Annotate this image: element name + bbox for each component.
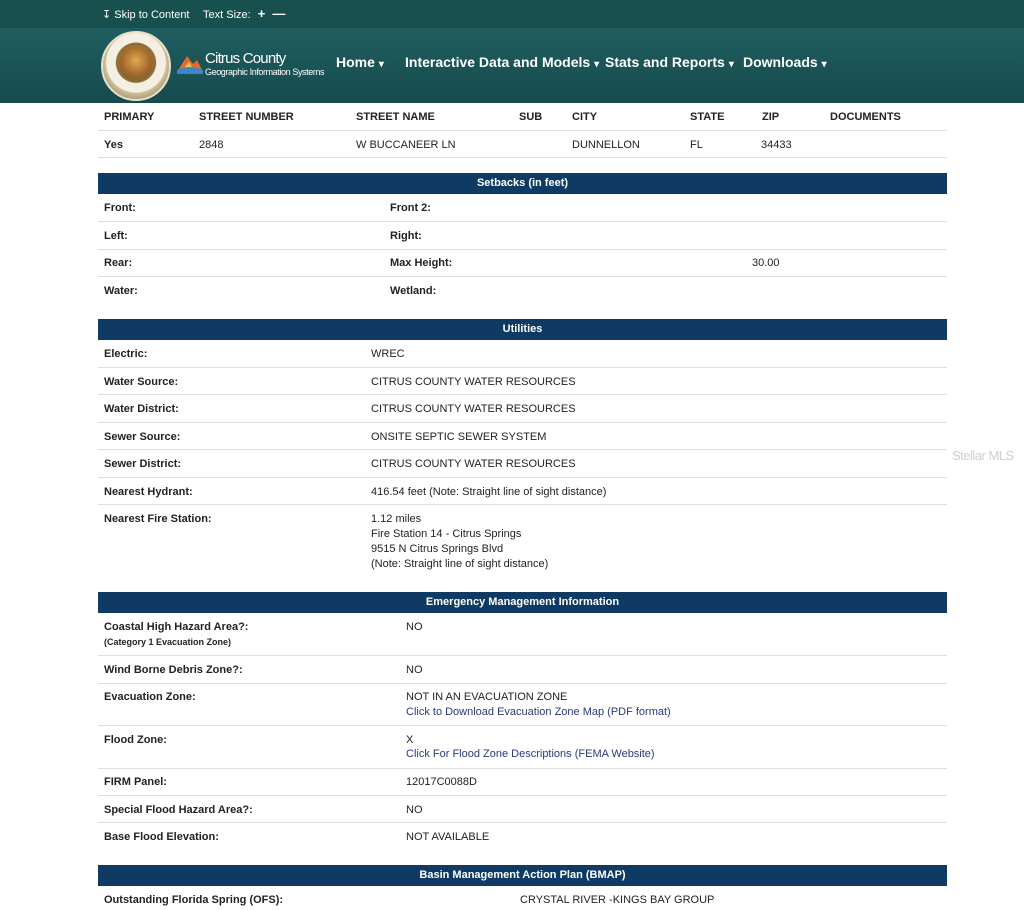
- text-size-increase-button[interactable]: +: [257, 6, 266, 21]
- divider: [98, 683, 947, 684]
- flood-zone-value: X: [406, 734, 414, 746]
- setback-front2-label: Front 2:: [390, 202, 431, 214]
- utility-water-district-label: Water District:: [104, 403, 179, 415]
- emergency-header: Emergency Management Information: [98, 592, 947, 613]
- wind-debris-value: NO: [406, 664, 423, 676]
- setbacks-header: Setbacks (in feet): [98, 173, 947, 194]
- utility-hydrant-value: 416.54 feet (Note: Straight line of sight distance): [371, 486, 607, 498]
- coastal-hazard-sublabel: (Category 1 Evacuation Zone): [104, 637, 232, 647]
- fire-station-name: Fire Station 14 - Citrus Springs: [371, 528, 522, 540]
- col-documents: DOCUMENTS: [830, 111, 901, 123]
- divider: [98, 822, 947, 823]
- nav-downloads-label: Downloads: [743, 54, 818, 70]
- base-flood-value: NOT AVAILABLE: [406, 831, 490, 843]
- nav-downloads[interactable]: [743, 54, 827, 70]
- fire-station-note: (Note: Straight line of sight distance): [371, 558, 549, 570]
- cell-city: DUNNELLON: [572, 139, 640, 151]
- divider: [98, 130, 947, 131]
- utility-electric-label: Electric:: [104, 348, 148, 360]
- gis-logo-icon: [177, 52, 203, 74]
- watermark: Stellar MLS: [952, 448, 1014, 463]
- divider: [98, 768, 947, 769]
- chevron-down-icon: ▾: [378, 59, 384, 70]
- cell-street-name: W BUCCANEER LN: [356, 139, 456, 151]
- logo-title[interactable]: Citrus County: [205, 50, 286, 67]
- divider: [98, 157, 947, 158]
- wind-debris-label: Wind Borne Debris Zone?:: [104, 664, 243, 676]
- cell-zip: 34433: [761, 139, 792, 151]
- utility-water-district-value: CITRUS COUNTY WATER RESOURCES: [371, 403, 576, 415]
- chevron-down-icon: ▾: [728, 59, 734, 70]
- divider: [98, 449, 947, 450]
- divider: [98, 477, 947, 478]
- setback-front-label: Front:: [104, 202, 136, 214]
- col-sub: SUB: [519, 111, 543, 123]
- chevron-down-icon: ▾: [594, 59, 600, 70]
- utility-sewer-source-value: ONSITE SEPTIC SEWER SYSTEM: [371, 431, 547, 443]
- divider: [98, 367, 947, 368]
- divider: [98, 249, 947, 250]
- nav-interactive-data-label: Interactive Data and Models: [405, 54, 591, 70]
- skip-to-content-link[interactable]: ↧ Skip to Content: [102, 9, 190, 21]
- ofs-value: CRYSTAL RIVER -KINGS BAY GROUP: [520, 894, 715, 906]
- utility-water-source-label: Water Source:: [104, 376, 179, 388]
- nav-stats-reports-label: Stats and Reports: [605, 54, 725, 70]
- setback-max-height-label: Max Height:: [390, 257, 453, 269]
- col-street-number: STREET NUMBER: [199, 111, 294, 123]
- firm-panel-label: FIRM Panel:: [104, 776, 167, 788]
- col-street-name: STREET NAME: [356, 111, 435, 123]
- county-seal-logo[interactable]: [101, 31, 171, 101]
- divider: [98, 655, 947, 656]
- fire-station-distance: 1.12 miles: [371, 513, 422, 525]
- nav-stats-reports[interactable]: [605, 54, 734, 70]
- setback-right-label: Right:: [390, 230, 422, 242]
- divider: [98, 276, 947, 277]
- setback-water-label: Water:: [104, 285, 138, 297]
- text-size-decrease-button[interactable]: —: [272, 6, 286, 21]
- utility-water-source-value: CITRUS COUNTY WATER RESOURCES: [371, 376, 576, 388]
- col-primary: PRIMARY: [104, 111, 155, 123]
- firm-panel-value: 12017C0088D: [406, 776, 477, 788]
- evacuation-map-link[interactable]: Click to Download Evacuation Zone Map (PDF format): [406, 706, 671, 718]
- special-flood-label: Special Flood Hazard Area?:: [104, 804, 253, 816]
- nav-home[interactable]: [336, 54, 384, 70]
- base-flood-label: Base Flood Elevation:: [104, 831, 219, 843]
- flood-zone-link[interactable]: Click For Flood Zone Descriptions (FEMA Website): [406, 748, 655, 760]
- setback-max-height-value: 30.00: [752, 257, 780, 269]
- skip-to-content-label: Skip to Content: [114, 9, 190, 21]
- text-size-control: [203, 8, 285, 21]
- utility-electric-value: WREC: [371, 348, 405, 360]
- divider: [98, 422, 947, 423]
- cell-primary: Yes: [104, 139, 123, 151]
- fire-station-address: 9515 N Citrus Springs Blvd: [371, 543, 504, 555]
- utility-fire-station-label: Nearest Fire Station:: [104, 513, 212, 525]
- evacuation-zone-value: NOT IN AN EVACUATION ZONE: [406, 691, 568, 703]
- coastal-hazard-label: Coastal High Hazard Area?:: [104, 621, 249, 633]
- coastal-hazard-value: NO: [406, 621, 423, 633]
- flood-zone-label: Flood Zone:: [104, 734, 167, 746]
- col-city: CITY: [572, 111, 598, 123]
- divider: [98, 221, 947, 222]
- utility-sewer-district-label: Sewer District:: [104, 458, 182, 470]
- nav-home-label: Home: [336, 54, 375, 70]
- evacuation-zone-label: Evacuation Zone:: [104, 691, 196, 703]
- utility-sewer-district-value: CITRUS COUNTY WATER RESOURCES: [371, 458, 576, 470]
- cell-state: FL: [690, 139, 703, 151]
- bmap-header: Basin Management Action Plan (BMAP): [98, 865, 947, 886]
- divider: [98, 504, 947, 505]
- ofs-label: Outstanding Florida Spring (OFS):: [104, 894, 284, 906]
- top-utility-bar: [0, 0, 1024, 28]
- setback-left-label: Left:: [104, 230, 128, 242]
- special-flood-value: NO: [406, 804, 423, 816]
- utility-sewer-source-label: Sewer Source:: [104, 431, 181, 443]
- nav-interactive-data[interactable]: [405, 54, 599, 70]
- setback-rear-label: Rear:: [104, 257, 133, 269]
- setback-wetland-label: Wetland:: [390, 285, 437, 297]
- cell-street-number: 2848: [199, 139, 224, 151]
- divider: [98, 394, 947, 395]
- seal-emblem: [119, 47, 153, 81]
- col-state: STATE: [690, 111, 725, 123]
- divider: [98, 795, 947, 796]
- col-zip: ZIP: [762, 111, 780, 123]
- divider: [98, 725, 947, 726]
- utilities-header: Utilities: [98, 319, 947, 340]
- chevron-down-icon: ▾: [821, 59, 827, 70]
- logo-subtitle: Geographic Information Systems: [205, 67, 325, 77]
- text-size-label: Text Size:: [203, 9, 251, 21]
- utility-hydrant-label: Nearest Hydrant:: [104, 486, 193, 498]
